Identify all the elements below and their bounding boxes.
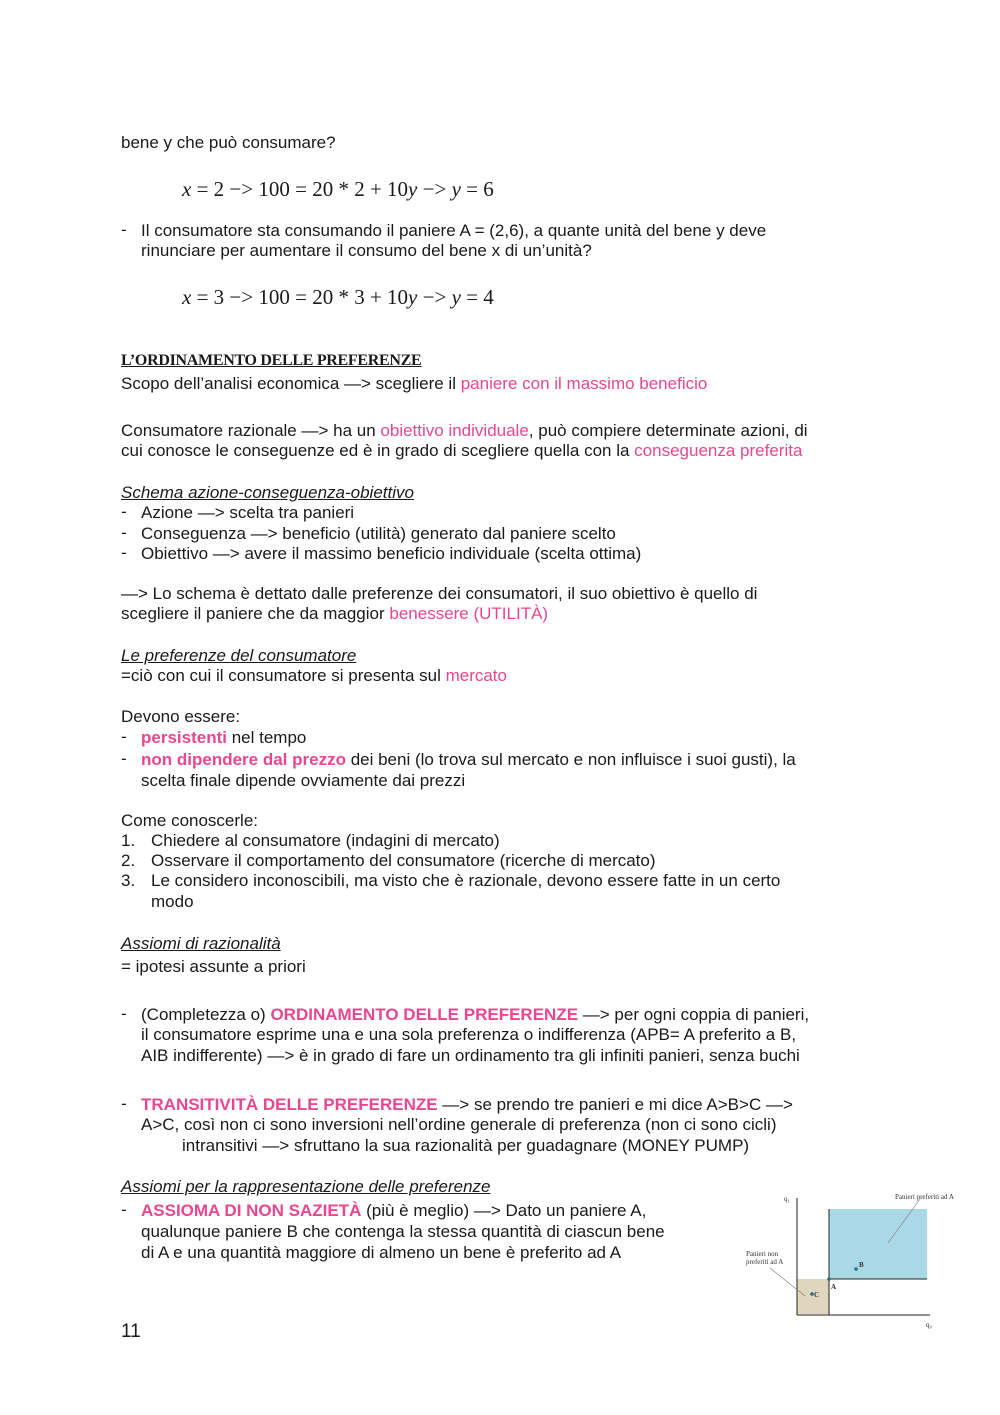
bullet-text: qualunque paniere B che contenga la stessa quantità di ciascun bene xyxy=(141,1222,665,1241)
bullet-text: (Completezza o) ORDINAMENTO DELLE PREFERENZE —> per ogni coppia di panieri, xyxy=(141,1005,810,1024)
preference-diagram xyxy=(740,1188,955,1333)
bullet-dash: - xyxy=(121,523,127,542)
bullet-text: persistenti nel tempo xyxy=(141,728,307,747)
bullet-dash: - xyxy=(121,1200,127,1219)
paragraph-text: Scopo dell’analisi economica —> scegliere il paniere con il massimo beneficio xyxy=(121,374,708,393)
equation: x = 3 −> 100 = 20 * 3 + 10y −> y = 4 xyxy=(182,285,494,309)
bullet-text: di A e una quantità maggiore di almeno un bene è preferito ad A xyxy=(141,1243,622,1262)
non-preferred-region xyxy=(797,1279,829,1314)
bullet-text: AIB indifferente) —> è in grado di fare un ordinamento tra gli infiniti panieri, senza buchi xyxy=(141,1046,800,1065)
subsection-title: Assiomi di razionalità xyxy=(121,934,281,953)
non-preferred-label-line1: Panieri non xyxy=(746,1250,779,1258)
paragraph-text: Devono essere: xyxy=(121,707,241,726)
y-axis-label: q₁ xyxy=(784,1195,790,1203)
non-preferred-label-line2: preferiti ad A xyxy=(746,1258,784,1266)
bullet-text: rinunciare per aumentare il consumo del bene x di un’unità? xyxy=(141,241,592,260)
bullet-text: il consumatore esprime una e una sola preferenza o indifferenza (APB= A preferito a B, xyxy=(141,1025,797,1044)
paragraph-text: —> Lo schema è dettato dalle preferenze dei consumatori, il suo obiettivo è quello di xyxy=(121,584,758,603)
bullet-text: scelta finale dipende ovviamente dai prezzi xyxy=(141,771,466,790)
bullet-dash: - xyxy=(121,543,127,562)
preferred-label: Panieri preferiti ad A xyxy=(895,1193,954,1201)
paragraph-text: = ipotesi assunte a priori xyxy=(121,957,306,976)
bullet-text: TRANSITIVITÀ DELLE PREFERENZE —> se prendo tre panieri e mi dice A>B>C —> xyxy=(141,1095,793,1114)
bullet-text: intransitivi —> sfruttano la sua razionalità per guadagnare (MONEY PUMP) xyxy=(182,1136,750,1155)
paragraph-text: cui conosce le conseguenze ed è in grado di scegliere quella con la conseguenza preferita xyxy=(121,441,803,460)
list-item: modo xyxy=(151,892,194,911)
paragraph-text: =ciò con cui il consumatore si presenta sul mercato xyxy=(121,666,507,685)
subsection-title: Assiomi per la rappresentazione delle preferenze xyxy=(121,1177,491,1196)
paragraph-text: bene y che può consumare? xyxy=(121,133,336,152)
bullet-dash: - xyxy=(121,1004,127,1023)
list-number: 2. xyxy=(121,851,136,870)
list-item: Osservare il comportamento del consumatore (ricerche di mercato) xyxy=(151,851,656,870)
list-number: 3. xyxy=(121,871,136,890)
bullet-text: Obiettivo —> avere il massimo beneficio individuale (scelta ottima) xyxy=(141,544,642,563)
bullet-dash: - xyxy=(121,727,127,746)
bullet-dash: - xyxy=(121,1094,127,1113)
paragraph-text: Come conoscerle: xyxy=(121,811,259,830)
subsection-title: Schema azione-conseguenza-obiettivo xyxy=(121,483,414,502)
point-c-label: C xyxy=(814,1291,820,1299)
point-a xyxy=(827,1277,831,1281)
bullet-text: Azione —> scelta tra panieri xyxy=(141,503,355,522)
list-item: Chiedere al consumatore (indagini di mercato) xyxy=(151,831,500,850)
bullet-text: non dipendere dal prezzo dei beni (lo trova sul mercato e non influisce i suoi gusti), la xyxy=(141,750,796,769)
list-number: 1. xyxy=(121,831,136,850)
bullet-dash: - xyxy=(121,749,127,768)
paragraph-text: Consumatore razionale —> ha un obiettivo individuale, può compiere determinate azioni, di xyxy=(121,421,808,440)
list-item: Le considero inconoscibili, ma visto che è razionale, devono essere fatte in un certo xyxy=(151,871,781,890)
bullet-dash: - xyxy=(121,220,127,239)
paragraph-text: scegliere il paniere che da maggior benessere (UTILITÀ) xyxy=(121,604,549,623)
bullet-dash: - xyxy=(121,502,127,521)
equation: x = 2 −> 100 = 20 * 2 + 10y −> y = 6 xyxy=(182,177,494,201)
bullet-text: A>C, così non ci sono inversioni nell’ordine generale di preferenza (non ci sono cicli) xyxy=(141,1115,777,1134)
bullet-text: Il consumatore sta consumando il paniere A = (2,6), a quante unità del bene y deve xyxy=(141,221,767,240)
point-a-label: A xyxy=(831,1283,837,1291)
bullet-text: Conseguenza —> beneficio (utilità) generato dal paniere scelto xyxy=(141,524,616,543)
page-number: 11 xyxy=(121,1321,141,1342)
x-axis-label: q₀ xyxy=(926,1321,932,1329)
preferred-region xyxy=(829,1209,927,1279)
point-b xyxy=(854,1267,858,1271)
section-heading: L’ORDINAMENTO DELLE PREFERENZE xyxy=(121,352,422,369)
point-b-label: B xyxy=(859,1261,864,1269)
subsection-title: Le preferenze del consumatore xyxy=(121,646,357,665)
bullet-text: ASSIOMA DI NON SAZIETÀ (più è meglio) —> Dato un paniere A, xyxy=(141,1201,647,1220)
